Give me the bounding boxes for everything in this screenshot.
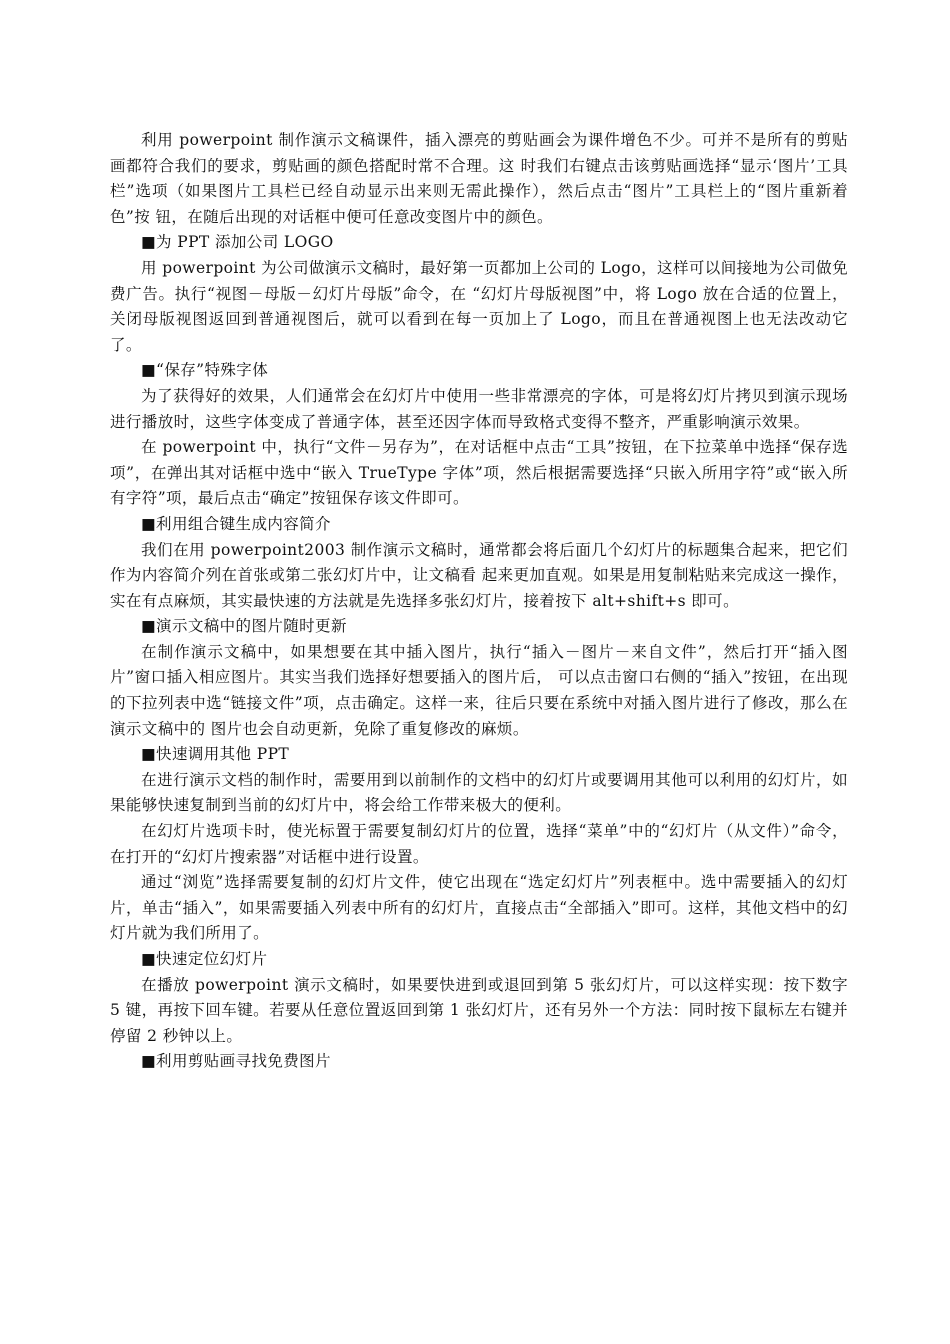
paragraph-clipart-recolor: 利用 powerpoint 制作演示文稿课件，插入漂亮的剪贴画会为课件增色不少。可并不是所有的剪贴画都符合我们的要求，剪贴画的颜色搭配时常不合理。这 时我们右键点击该剪贴画选择“显示‘图片’工具栏”选项（如果图片工具栏已经自动显示出来则无需此操作），然后点击“图片”工具栏上的“图片重新着色”按 钮，在随后出现的对话框中便可任意改变图片中的颜色。	[110, 131, 848, 226]
heading-linked-images: ■演示文稿中的图片随时更新	[141, 617, 347, 636]
paragraph-quick-locate: 在播放 powerpoint 演示文稿时，如果要快进到或退回到第 5 张幻灯片，可以这样实现：按下数字 5 键，再按下回车键。若要从任意位置返回到第 1 张幻灯片，还有另外一个方法：同时按下鼠标左右键并停留 2 秒钟以上。	[110, 975, 848, 1045]
heading-free-images: ■利用剪贴画寻找免费图片	[141, 1052, 331, 1071]
paragraph-reuse-intro: 在进行演示文档的制作时，需要用到以前制作的文档中的幻灯片或要调用其他可以利用的幻灯片，如果能够快速复制到当前的幻灯片中，将会给工作带来极大的便利。	[110, 770, 848, 815]
heading-quick-locate: ■快速定位幻灯片	[141, 950, 268, 968]
paragraph-reuse-menu: 在幻灯片选项卡时，使光标置于需要复制幻灯片的位置，选择“菜单”中的“幻灯片（从文件）”命令，在打开的“幻灯片搜索器”对话框中进行设置。	[110, 822, 848, 866]
document-body	[110, 128, 848, 1075]
paragraph-fonts-problem: 为了获得好的效果，人们通常会在幻灯片中使用一些非常漂亮的字体，可是将幻灯片拷贝到演示现场进行播放时，这些字体变成了普通字体，甚至还因字体而导致格式变得不整齐，严重影响演示效果。	[110, 386, 848, 431]
heading-save-fonts: ■“保存”特殊字体	[141, 361, 269, 380]
paragraph-linked-images: 在制作演示文稿中，如果想要在其中插入图片，执行“插入－图片－来自文件”，然后打开“插入图片”窗口插入相应图片。其实当我们选择好想要插入的图片后， 可以点击窗口右侧的“插入”按钮，在出现的下拉列表中选“链接文件”项，点击确定。这样一来，往后只要在系统中对插入图片进行了修改，那么在演示文稿中的 图片也会自动更新，免除了重复修改的麻烦。	[110, 642, 848, 738]
paragraph-add-logo: 用 powerpoint 为公司做演示文稿时，最好第一页都加上公司的 Logo，这样可以间接地为公司做免费广告。执行“视图－母版－幻灯片母版”命令，在 “幻灯片母版视图”中，将 Logo 放在合适的位置上，关闭母版视图返回到普通视图后，就可以看到在每一页加上了 Logo，而且在普通视图上也无法改动它 了。	[110, 258, 848, 354]
heading-reuse-ppt: ■快速调用其他 PPT	[141, 745, 290, 764]
heading-add-logo: ■为 PPT 添加公司 LOGO	[141, 233, 334, 252]
paragraph-shortcut-summary: 我们在用 powerpoint2003 制作演示文稿时，通常都会将后面几个幻灯片的标题集合起来，把它们作为内容简介列在首张或第二张幻灯片中，让文稿看 起来更加直观。如果是用复制粘贴来完成这一操作，实在有点麻烦，其实最快速的方法就是先选择多张幻灯片，接着按下 alt+shift+s 即可。	[110, 540, 848, 610]
paragraph-reuse-browse: 通过“浏览”选择需要复制的幻灯片文件，使它出现在“选定幻灯片”列表框中。选中需要插入的幻灯片，单击“插入”，如果需要插入列表中所有的幻灯片，直接点击“全部插入”即可。这样，其他文档中的幻灯片就为我们所用了。	[110, 873, 848, 943]
paragraph-embed-truetype: 在 powerpoint 中，执行“文件－另存为”，在对话框中点击“工具”按钮，在下拉菜单中选择“保存选项”，在弹出其对话框中选中“嵌入 TrueType 字体”项，然后根据需要选择“只嵌入所用字符”或“嵌入所有字符”项，最后点击“确定”按钮保存该文件即可。	[110, 438, 848, 508]
heading-shortcut-summary: ■利用组合键生成内容简介	[141, 514, 331, 533]
